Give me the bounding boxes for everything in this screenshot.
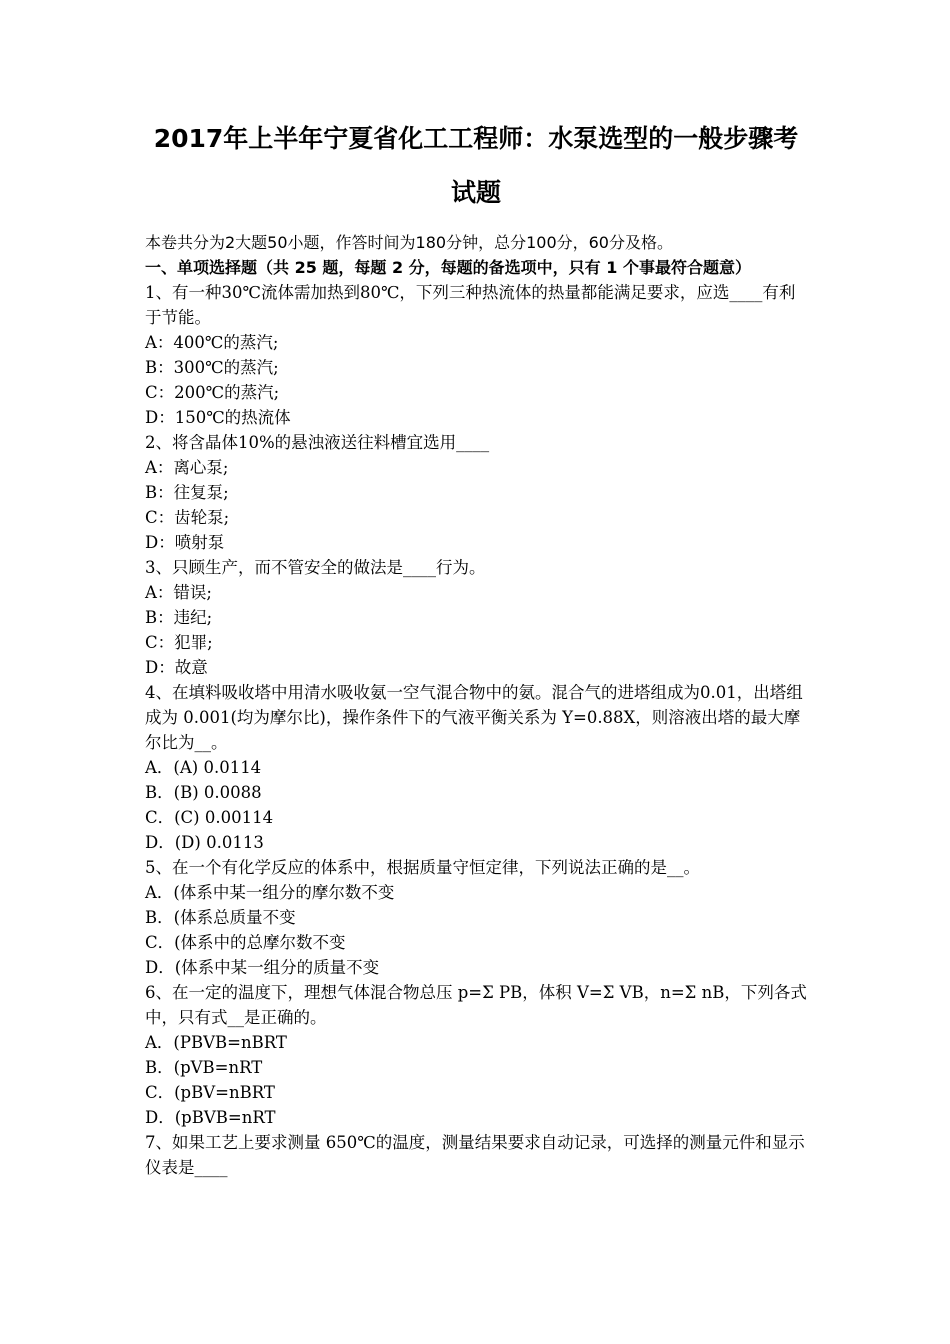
option-c: C：200℃的蒸汽; (145, 383, 280, 402)
question-7 (145, 1130, 807, 1180)
question-text: 4、在填料吸收塔中用清水吸收氨一空气混合物中的氨。混合气的进塔组成为0.01，出塔组成为 0.001(均为摩尔比)，操作条件下的气液平衡关系为 Y=0.88X，则溶液出塔的最大摩尔比为__。 (145, 683, 803, 752)
option-a: A：400℃的蒸汽; (145, 333, 279, 352)
document-title-line2: 试题 (450, 178, 501, 207)
section-heading: 一、单项选择题（共 25 题，每题 2 分，每题的备选项中，只有 1 个事最符合题意） (145, 258, 751, 277)
question-3 (145, 555, 807, 680)
question-text: 5、在一个有化学反应的体系中，根据质量守恒定律，下列说法正确的是__。 (145, 858, 700, 877)
option-d: D．(pBVB=nRT (145, 1108, 276, 1127)
option-c: C．(体系中的总摩尔数不变 (145, 933, 346, 952)
option-a: A．(体系中某一组分的摩尔数不变 (145, 883, 395, 902)
question-2 (145, 430, 807, 555)
question-list (145, 280, 807, 1180)
option-a: A：错误; (145, 583, 212, 602)
question-5 (145, 855, 807, 980)
document-page (145, 112, 807, 1180)
option-a: A．(PBVB=nBRT (145, 1033, 287, 1052)
question-1 (145, 280, 807, 430)
question-text: 7、如果工艺上要求测量 650℃的温度，测量结果要求自动记录，可选择的测量元件和显示仪表是____ (145, 1133, 805, 1177)
question-4 (145, 680, 807, 855)
question-text: 3、只顾生产，而不管安全的做法是____行为。 (145, 558, 486, 577)
option-b: B：违纪; (145, 608, 213, 627)
document-title-line1: 2017年上半年宁夏省化工工程师：水泵选型的一般步骤考 (153, 124, 799, 153)
option-c: C：齿轮泵; (145, 508, 230, 527)
option-b: B．(pVB=nRT (145, 1058, 263, 1077)
option-b: B．(体系总质量不变 (145, 908, 296, 927)
exam-intro: 本卷共分为2大题50小题，作答时间为180分钟，总分100分，60分及格。 (145, 233, 673, 252)
option-d: D：喷射泵 (145, 533, 225, 552)
question-text: 2、将含晶体10%的悬浊液送往料槽宜选用____ (145, 433, 490, 452)
option-d: D：150℃的热流体 (145, 408, 291, 427)
option-b: B．(B) 0.0088 (145, 783, 262, 802)
option-c: C．(C) 0.00114 (145, 808, 274, 827)
option-a: A．(A) 0.0114 (145, 758, 262, 777)
option-a: A：离心泵; (145, 458, 229, 477)
question-text: 6、在一定的温度下，理想气体混合物总压 p=Σ PB，体积 V=Σ VB，n=Σ nB，下列各式中，只有式__是正确的。 (145, 983, 807, 1027)
question-6 (145, 980, 807, 1130)
option-c: C．(pBV=nBRT (145, 1083, 275, 1102)
option-d: D：故意 (145, 658, 208, 677)
option-b: B：300℃的蒸汽; (145, 358, 279, 377)
option-d: D．(D) 0.0113 (145, 833, 264, 852)
option-b: B：往复泵; (145, 483, 229, 502)
question-text: 1、有一种30℃流体需加热到80℃，下列三种热流体的热量都能满足要求，应选____有利于节能。 (145, 283, 796, 327)
option-d: D．(体系中某一组分的质量不变 (145, 958, 380, 977)
option-c: C：犯罪; (145, 633, 213, 652)
